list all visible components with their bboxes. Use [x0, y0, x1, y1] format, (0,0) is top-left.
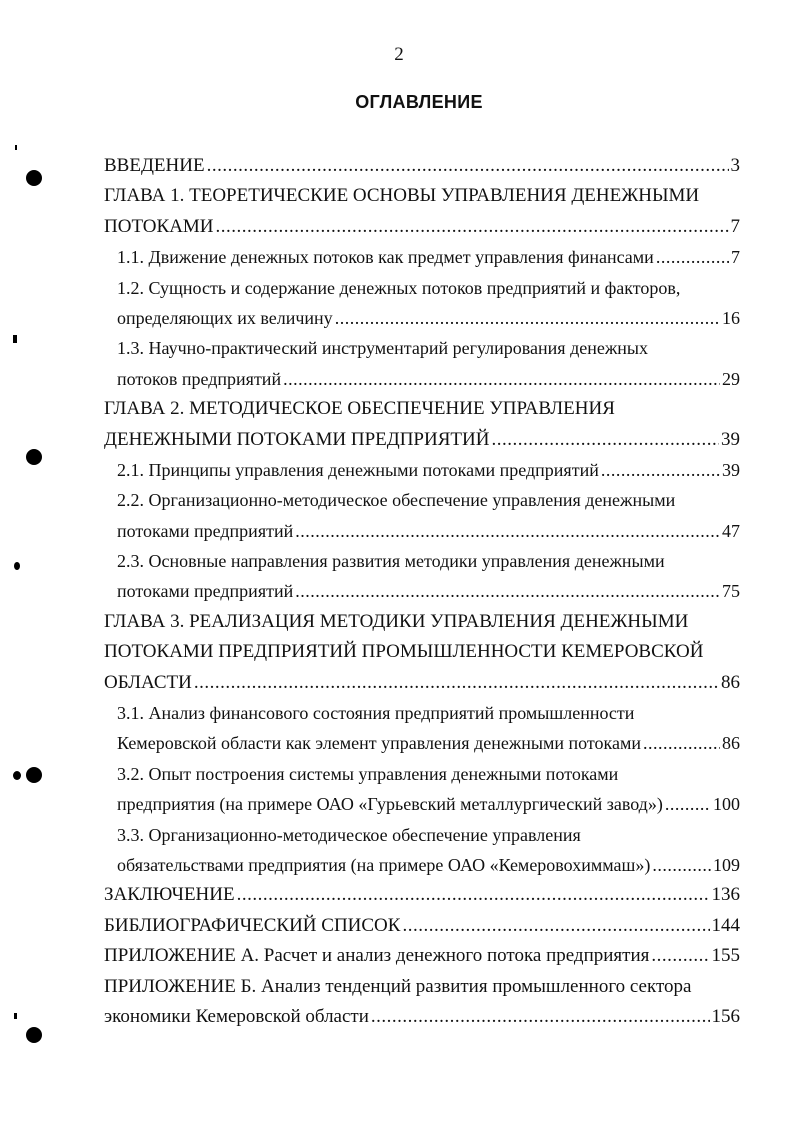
binder-hole-mark [26, 1027, 42, 1043]
page-number: 2 [394, 44, 404, 65]
toc-entry-chapter[interactable] [104, 911, 740, 941]
binder-hole-mark [26, 170, 42, 186]
toc-leader-dots [643, 728, 720, 758]
toc-entry-chapter[interactable] [104, 151, 740, 181]
toc-leader-dots [491, 425, 719, 455]
toc-entry-section[interactable] [104, 333, 740, 394]
toc-entry-text: ВВЕДЕНИЕ [104, 155, 205, 176]
toc-leader-dots [295, 516, 720, 546]
toc-page-number: 75 [722, 581, 740, 602]
toc-leader-dots [216, 212, 729, 242]
toc-entry-section[interactable] [104, 759, 740, 820]
toc-entry-text: 2.1. Принципы управления денежными потоками предприятий [117, 459, 599, 480]
toc-page-number: 39 [721, 428, 740, 450]
scan-speck-mark [15, 145, 17, 150]
toc-entry-text: ПРИЛОЖЕНИЕ Б. Анализ тенденций развития промышленного сектора [104, 975, 692, 997]
toc-entry-text: обязательствами предприятия (на примере ОАО «Кемеровохиммаш») [117, 854, 651, 875]
toc-page-number: 155 [711, 945, 740, 967]
toc-entry-text: экономики Кемеровской области [104, 1005, 369, 1027]
toc-entry-chapter[interactable] [104, 941, 740, 971]
toc-entry-text: 1.2. Сущность и содержание денежных потоков предприятий и факторов, [117, 277, 681, 298]
toc-page-number: 86 [721, 671, 740, 693]
toc-entry-text: 3.3. Организационно-методическое обеспечение управления [117, 824, 581, 845]
toc-leader-dots [651, 941, 709, 971]
toc-page-number: 144 [711, 914, 740, 936]
toc-entry-text: 2.3. Основные направления развития методики управления денежными [117, 551, 665, 572]
toc-entry-chapter[interactable] [104, 972, 740, 1033]
scan-speck-mark [13, 771, 21, 780]
toc-entry-text: ПОТОКАМИ ПРЕДПРИЯТИЙ ПРОМЫШЛЕННОСТИ КЕМЕРОВСКОЙ [104, 641, 704, 663]
toc-leader-dots [371, 1002, 710, 1032]
toc-entry-text: ДЕНЕЖНЫМИ ПОТОКАМИ ПРЕДПРИЯТИЙ [104, 428, 490, 450]
toc-leader-dots [652, 850, 711, 880]
toc-page-number: 3 [730, 155, 740, 176]
toc-leader-dots [237, 880, 710, 910]
toc-entry-text: ГЛАВА 2. МЕТОДИЧЕСКОЕ ОБЕСПЕЧЕНИЕ УПРАВЛЕНИЯ [104, 398, 615, 420]
toc-page-number: 100 [713, 794, 740, 815]
toc-entry-chapter[interactable] [104, 394, 740, 455]
toc-entry-text: БИБЛИОГРАФИЧЕСКИЙ СПИСОК [104, 914, 401, 936]
table-of-contents [104, 151, 740, 1032]
toc-entry-chapter[interactable] [104, 880, 740, 910]
toc-leader-dots [402, 911, 709, 941]
toc-entry-text: 3.2. Опыт построения системы управления денежными потоками [117, 763, 619, 784]
toc-title: ОГЛАВЛЕНИЕ [355, 92, 483, 112]
toc-entry-text: ПРИЛОЖЕНИЕ А. Расчет и анализ денежного потока предприятия [104, 945, 650, 967]
toc-entry-text: потоками предприятий [117, 581, 294, 602]
toc-leader-dots [335, 303, 720, 333]
toc-leader-dots [656, 242, 729, 272]
toc-entry-text: Кемеровской области как элемент управления денежными потоками [117, 733, 642, 754]
binder-hole-mark [26, 767, 42, 783]
toc-page-number: 86 [722, 733, 740, 754]
toc-entry-text: ЗАКЛЮЧЕНИЕ [104, 884, 235, 906]
toc-entry-section[interactable] [104, 546, 740, 607]
toc-leader-dots [207, 151, 729, 181]
toc-page-number: 29 [722, 368, 740, 389]
toc-entry-text: предприятия (на примере ОАО «Гурьевский металлургический завод») [117, 794, 663, 815]
toc-leader-dots [194, 668, 719, 698]
toc-entry-text: ГЛАВА 1. ТЕОРЕТИЧЕСКИЕ ОСНОВЫ УПРАВЛЕНИЯ ДЕНЕЖНЫМИ [104, 185, 700, 207]
toc-page-number: 39 [722, 459, 740, 480]
toc-entry-section[interactable] [104, 820, 740, 881]
toc-page-number: 109 [713, 854, 740, 875]
binder-hole-mark [26, 449, 42, 465]
toc-entry-text: 1.3. Научно-практический инструментарий регулирования денежных [117, 338, 649, 359]
toc-entry-text: потоков предприятий [117, 368, 282, 389]
toc-entry-text: потоками предприятий [117, 520, 294, 541]
toc-leader-dots [601, 455, 720, 485]
scan-speck-mark [14, 562, 20, 570]
scan-speck-mark [13, 335, 17, 343]
toc-entry-text: 1.1. Движение денежных потоков как предмет управления финансами [117, 247, 654, 268]
toc-entry-section[interactable] [104, 485, 740, 546]
toc-page-number: 156 [711, 1005, 740, 1027]
toc-entry-section[interactable] [104, 698, 740, 759]
toc-page-number: 136 [711, 884, 740, 906]
toc-page-number: 7 [731, 247, 740, 268]
toc-entry-text: 2.2. Организационно-методическое обеспечение управления денежными [117, 490, 676, 511]
toc-entry-chapter[interactable] [104, 607, 740, 698]
toc-entry-section[interactable] [104, 273, 740, 334]
toc-leader-dots [283, 364, 720, 394]
toc-entry-chapter[interactable] [104, 181, 740, 242]
toc-entry-text: ГЛАВА 3. РЕАЛИЗАЦИЯ МЕТОДИКИ УПРАВЛЕНИЯ ДЕНЕЖНЫМИ [104, 610, 689, 632]
toc-entry-section[interactable] [104, 455, 740, 485]
toc-entry-text: 3.1. Анализ финансового состояния предприятий промышленности [117, 703, 635, 724]
toc-leader-dots [665, 789, 711, 819]
toc-entry-section[interactable] [104, 242, 740, 272]
toc-page-number: 16 [722, 307, 740, 328]
scan-speck-mark [14, 1013, 17, 1019]
toc-page-number: 7 [730, 215, 740, 237]
toc-leader-dots [295, 576, 720, 606]
toc-page-number: 47 [722, 520, 740, 541]
toc-entry-text: определяющих их величину [117, 307, 333, 328]
toc-entry-text: ПОТОКАМИ [104, 215, 214, 237]
toc-entry-text: ОБЛАСТИ [104, 671, 192, 693]
